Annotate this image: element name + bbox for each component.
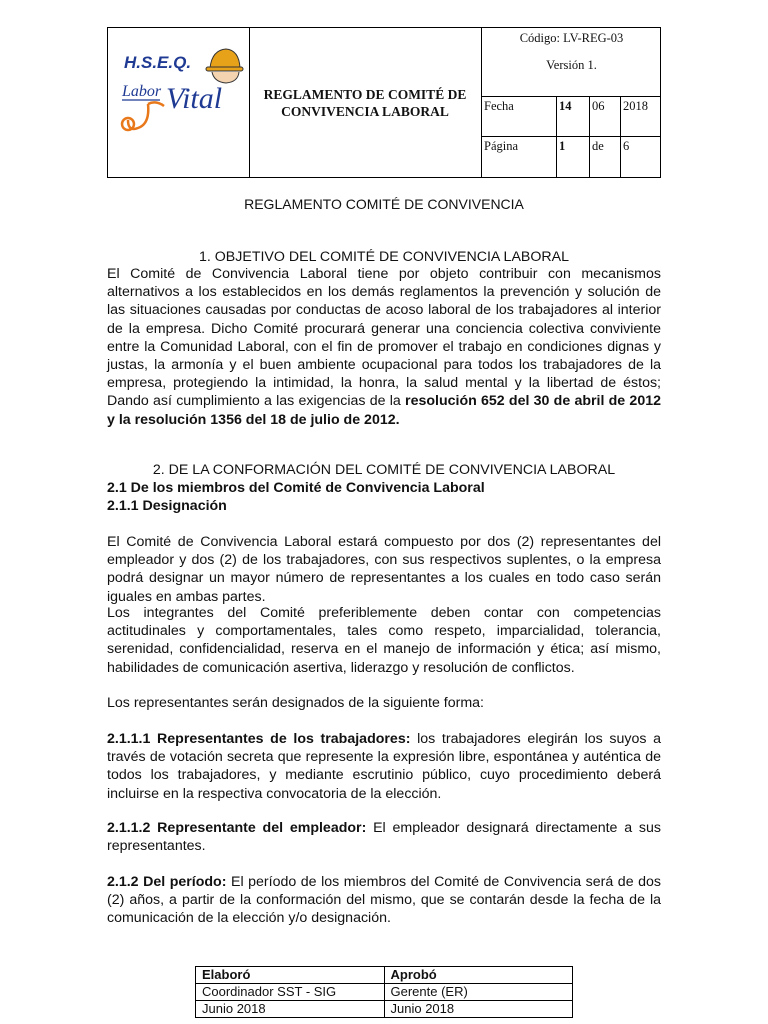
date-year: 2018 [623, 99, 648, 113]
date-label: Fecha [482, 97, 557, 137]
competencies-paragraph: Los integrantes del Comité preferiblemente deben contar con competencias actitudinales y comportamentales, tales como respeto, imparcialidad, tolerancia, serenidad, confidencialidad, reserva en el manejo de información y ética; así mismo, habilidades de comunicación asertiva, liderazgo y resolución de conflictos. [107, 605, 661, 676]
designation-intro: Los representantes serán designados de la siguiente forma: [107, 695, 484, 711]
date-month: 06 [590, 97, 621, 137]
page-of: de [590, 137, 621, 178]
document-title-line2: CONVIVENCIA LABORAL [281, 103, 449, 119]
date-day: 14 [557, 97, 590, 137]
logo-cell [108, 28, 250, 177]
approval-table [195, 966, 573, 1018]
employer-representative-text: El empleador designará directamente a sus representantes. [107, 820, 661, 855]
document-meta [482, 28, 661, 177]
aprobo-date: Junio 2018 [384, 1001, 573, 1018]
approval-name-row [196, 984, 573, 1001]
svg-text:Labor: Labor [122, 83, 162, 100]
company-logo [108, 28, 249, 177]
elaboro-label: Elaboró [196, 967, 385, 984]
document-code: Código: LV-REG-03 [519, 31, 624, 45]
page-total: 6 [623, 139, 630, 153]
section-1-body: El Comité de Convivencia Laboral tiene por objeto contribuir con mecanismos alternativos a los establecidos en los demás reglamentos la prevención y solución de las situaciones causadas por conductas de acoso laboral de los trabajadores al interior de la empresa. Dicho Comité procurará generar una conciencia colectiva conviviente entre la Comunidad Laboral, con el fin de promover el trabajo en condiciones dignas y justas, la armonía y el buen ambiente ocupacional para todos los trabajadores de la empresa, protegiendo la intimidad, la honra, la salud mental y la libertad de éstos; Dando así cumplimiento a las exigencias de la [107, 266, 661, 410]
document-header [107, 27, 661, 178]
page-number: 1 [557, 137, 590, 178]
page-row [482, 136, 661, 178]
section-1-resolution: resolución 652 del 30 de abril de 2012 y la resolución 1356 del 18 de julio de 2012. [107, 393, 661, 428]
document-version: Versión 1. [546, 58, 597, 72]
approval-header-row [196, 967, 573, 984]
section-1-text [107, 265, 661, 429]
svg-text:Vital: Vital [166, 82, 223, 115]
workers-representatives-heading: 2.1.1.1 Representantes de los trabajadores: [107, 731, 411, 747]
document-title-line1: REGLAMENTO DE COMITÉ DE [263, 86, 467, 102]
stethoscope-icon [122, 102, 164, 130]
section-2-1-title: 2.1 De los miembros del Comité de Convivencia Laboral [107, 480, 485, 496]
elaboro-name: Coordinador SST - SIG [196, 984, 385, 1001]
period-paragraph [107, 873, 661, 928]
period-heading: 2.1.2 Del período: [107, 874, 227, 890]
workers-representatives [107, 730, 661, 803]
hard-hat-icon [206, 49, 243, 83]
svg-text:H.S.E.Q.: H.S.E.Q. [124, 53, 192, 72]
date-row [482, 96, 661, 137]
employer-representative [107, 819, 661, 855]
designation-paragraph: El Comité de Convivencia Laboral estará compuesto por dos (2) representantes del empleador y dos (2) de los trabajadores, con sus respectivos suplentes, o la empresa podrá designar un mayor número de representantes a los cuales en todo caso serán iguales en ambas partes. [107, 534, 661, 605]
main-title: REGLAMENTO COMITÉ DE CONVIVENCIA [244, 196, 524, 212]
section-1-title: 1. OBJETIVO DEL COMITÉ DE CONVIVENCIA LABORAL [198, 249, 570, 265]
elaboro-date: Junio 2018 [196, 1001, 385, 1018]
aprobo-label: Aprobó [384, 967, 573, 984]
section-2-title: 2. DE LA CONFORMACIÓN DEL COMITÉ DE CONVIVENCIA LABORAL [152, 462, 616, 478]
page-label: Página [482, 137, 557, 178]
aprobo-name: Gerente (ER) [384, 984, 573, 1001]
workers-representatives-text: los trabajadores elegirán los suyos a través de votación secreta que represente la expresión libre, espontánea y auténtica de todos los trabajadores, y mediante escrutinio público, cuyo procedimiento deberá incluirse en la respectiva convocatoria de la elección. [107, 731, 661, 802]
section-2-1-1-title: 2.1.1 Designación [107, 498, 227, 514]
approval-date-row [196, 1001, 573, 1018]
period-text: El período de los miembros del Comité de Convivencia será de dos (2) años, a partir de la conformación del mismo, que se contarán desde la fecha de la comunicación de la elección y/o designación. [107, 874, 661, 927]
document-title-cell [249, 28, 482, 177]
employer-representative-heading: 2.1.1.2 Representante del empleador: [107, 820, 367, 836]
